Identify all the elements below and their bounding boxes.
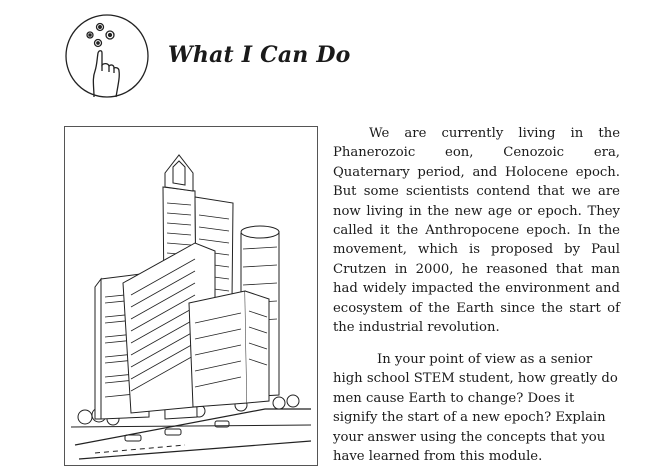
gear-icon: [87, 24, 114, 47]
city-buildings-illustration: [64, 126, 318, 466]
section-title: What I Can Do: [168, 42, 351, 68]
what-i-can-do-icon: [64, 13, 150, 99]
paragraph-question: In your point of view as a senior high school STEM student, how greatly do men cause Earth to change? Does it signify the start of a new epoch? Explain your answer using the concepts that you have learned from this module.: [333, 352, 618, 465]
paragraph-anthropocene: We are currently living in the Phanerozoic eon, Cenozoic era, Quaternary period, and Holocene epoch. But some scientists contend that we are now living in the new age or epoch. They called it the Anthropocene epoch. In the movement, which is proposed by Paul Crutzen in 2000, he reasoned that man had widely impacted the environment and ecosystem of the Earth since the start of the industrial revolution.: [333, 126, 620, 336]
